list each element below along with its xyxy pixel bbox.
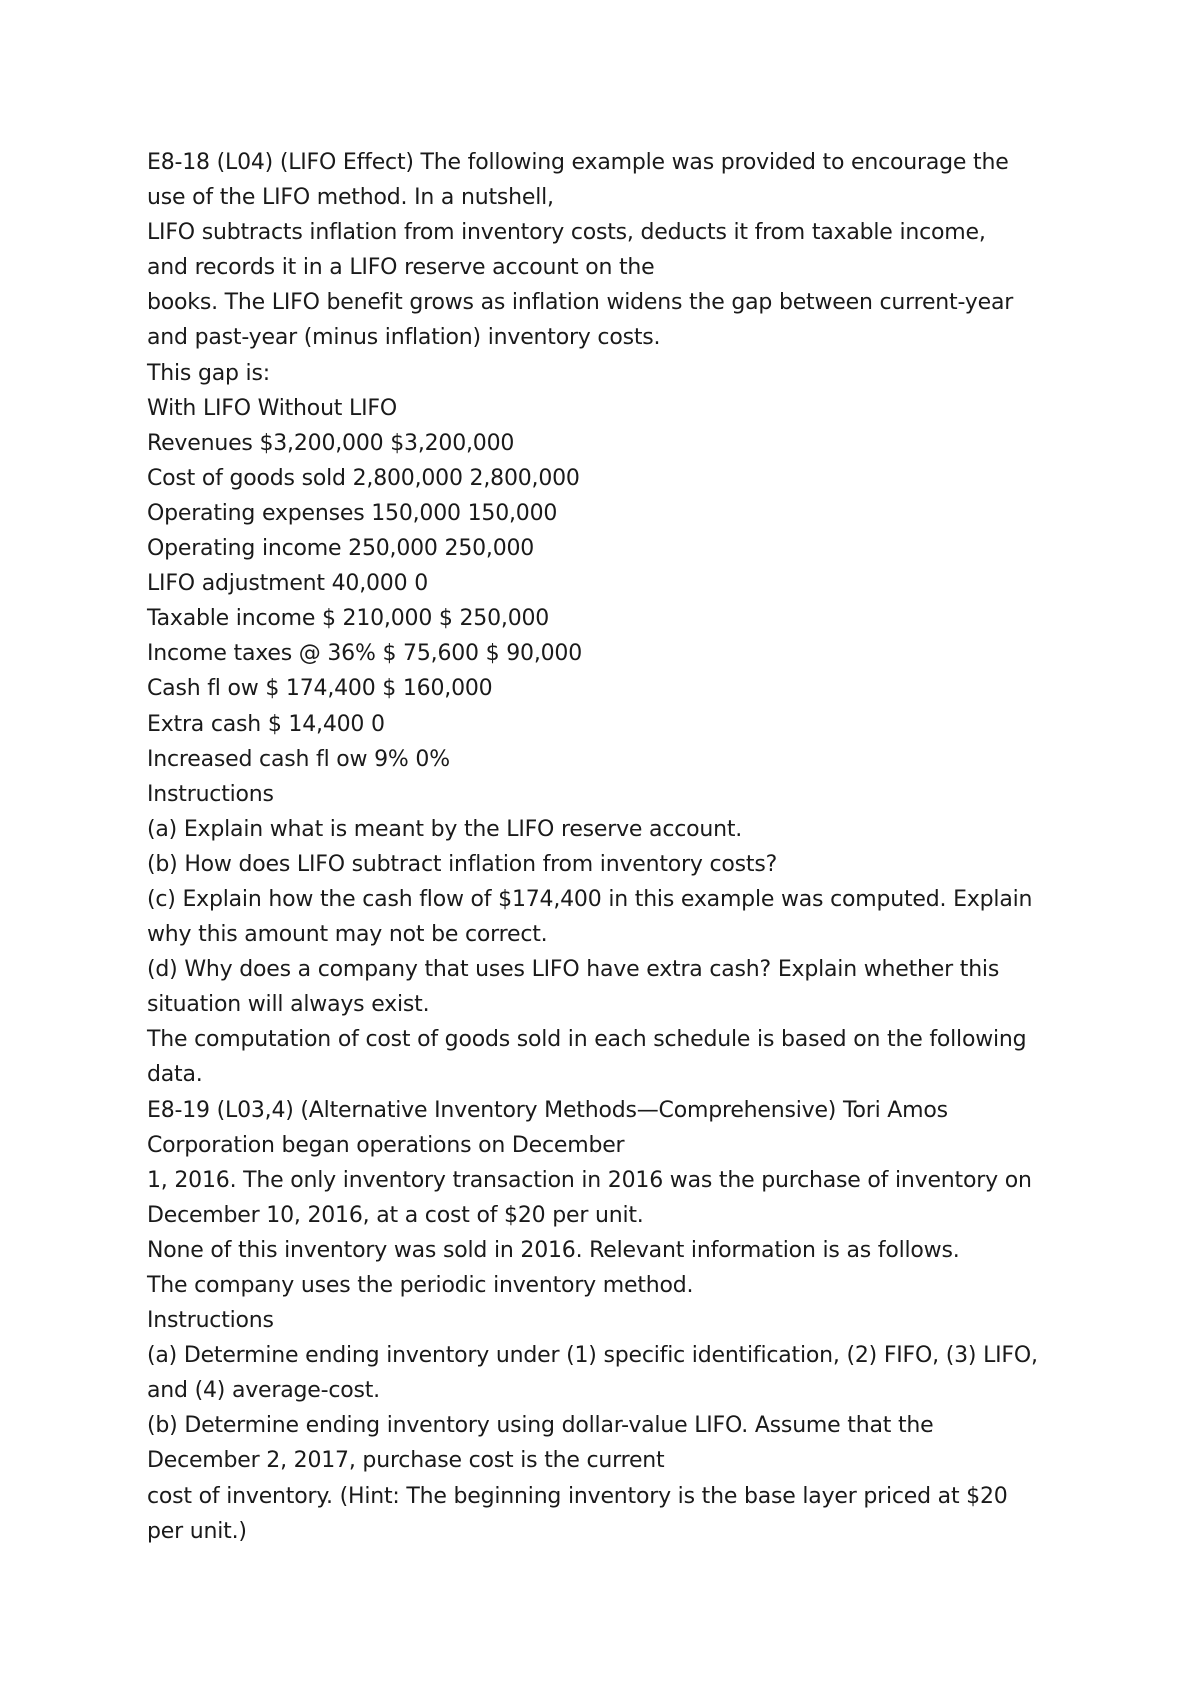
table-row-line: Income taxes @ 36% $ 75,600 $ 90,000 — [147, 641, 583, 667]
text-line: December 10, 2016, at a cost of $20 per unit. — [147, 1202, 644, 1228]
table-row-line: Extra cash $ 14,400 0 — [147, 711, 385, 737]
text-line: and records it in a LIFO reserve account on the — [147, 255, 655, 281]
question-line: (a) Determine ending inventory under (1) specific identification, (2) FIFO, (3) LIFO, — [147, 1343, 1038, 1369]
table-row-line: LIFO adjustment 40,000 0 — [147, 571, 428, 597]
table-row-line: Increased cash fl ow 9% 0% — [147, 746, 450, 772]
document-text — [147, 145, 1077, 1549]
text-line: The computation of cost of goods sold in each schedule is based on the following — [147, 1027, 1027, 1053]
text-line: None of this inventory was sold in 2016. Relevant information is as follows. — [147, 1237, 960, 1263]
question-line: (d) Why does a company that uses LIFO have extra cash? Explain whether this — [147, 957, 1000, 983]
text-line: 1, 2016. The only inventory transaction in 2016 was the purchase of inventory on — [147, 1167, 1032, 1193]
text-line: Corporation began operations on December — [147, 1132, 625, 1158]
text-line: E8-18 (L04) (LIFO Effect) The following example was provided to encourage the — [147, 150, 1009, 175]
exercise-heading-line: E8-19 (L03,4) (Alternative Inventory Methods—Comprehensive) Tori Amos — [147, 1097, 948, 1123]
question-line: cost of inventory. (Hint: The beginning inventory is the base layer priced at $20 — [147, 1483, 1008, 1509]
table-row-line: Revenues $3,200,000 $3,200,000 — [147, 430, 515, 456]
instructions-heading: Instructions — [147, 1308, 274, 1334]
table-row-line: Operating expenses 150,000 150,000 — [147, 500, 558, 526]
text-line: LIFO subtracts inflation from inventory costs, deducts it from taxable income, — [147, 220, 986, 246]
text-line: data. — [147, 1062, 203, 1088]
table-header-line: With LIFO Without LIFO — [147, 395, 397, 421]
text-line: The company uses the periodic inventory method. — [147, 1273, 694, 1298]
text-line: This gap is: — [147, 360, 270, 386]
text-line: and past-year (minus inflation) inventory costs. — [147, 325, 661, 351]
question-line: (b) Determine ending inventory using dollar-value LIFO. Assume that the — [147, 1413, 934, 1439]
question-line: (c) Explain how the cash flow of $174,400 in this example was computed. Explain — [147, 886, 1033, 912]
question-line: (b) How does LIFO subtract inflation from inventory costs? — [147, 851, 778, 877]
instructions-heading: Instructions — [147, 781, 274, 807]
question-line: why this amount may not be correct. — [147, 922, 548, 948]
text-line: use of the LIFO method. In a nutshell, — [147, 185, 554, 211]
question-line: (a) Explain what is meant by the LIFO reserve account. — [147, 816, 743, 842]
question-line: December 2, 2017, purchase cost is the current — [147, 1448, 665, 1474]
question-line: per unit.) — [147, 1518, 247, 1544]
table-row-line: Operating income 250,000 250,000 — [147, 536, 535, 562]
table-row-line: Cash fl ow $ 174,400 $ 160,000 — [147, 676, 493, 702]
table-row-line: Taxable income $ 210,000 $ 250,000 — [147, 606, 550, 632]
table-row-line: Cost of goods sold 2,800,000 2,800,000 — [147, 465, 580, 491]
text-line: books. The LIFO benefit grows as inflation widens the gap between current-year — [147, 290, 1014, 316]
question-line: situation will always exist. — [147, 992, 430, 1018]
question-line: and (4) average-cost. — [147, 1378, 380, 1404]
